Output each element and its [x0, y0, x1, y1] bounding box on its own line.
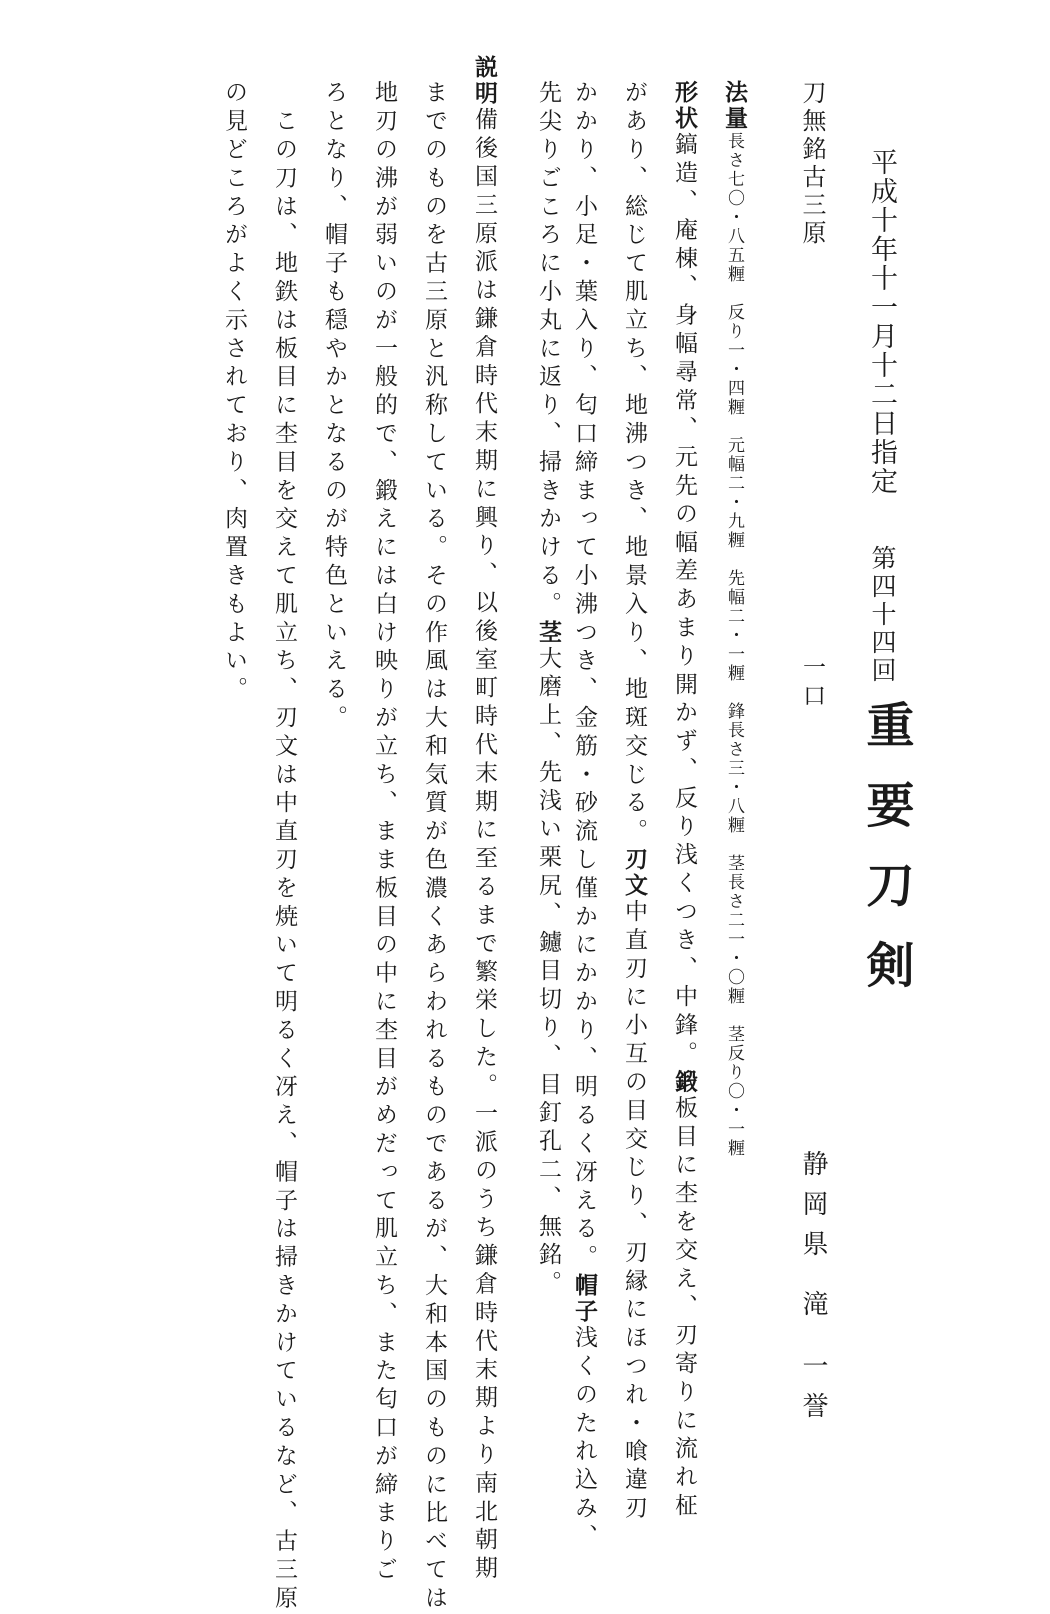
keijou-text: 鎬造、庵棟、身幅尋常、元先の幅差あまり開かず、反り浅くつき、中鋒。 [671, 132, 697, 1070]
item-count: 一口 [799, 655, 825, 712]
nakago-text: 大磨上、先浅い栗尻、鑢目切り、目釘孔二、無銘。 [535, 645, 561, 1299]
session-number: 第四十四回 [868, 545, 897, 685]
houryou-line [722, 80, 745, 1158]
owner-name: 滝 一誉 [798, 1290, 828, 1433]
boushi-line [522, 80, 574, 1299]
setsumei-line-6: の見どころがよく示されており、肉置きもよい。 [221, 80, 247, 705]
page-title: 重要刀剣 [858, 700, 914, 1020]
boushi-text-a: 浅くのたれ込み、 [571, 1324, 597, 1553]
kitae-text-a: 板目に杢を交え、刃寄りに流れ柾 [671, 1095, 697, 1522]
kitae-text-b: があり、総じて肌立ち、地沸つき、地景入り、地斑交じる。 [621, 80, 647, 847]
setsumei-line-4: ろとなり、帽子も穏やかとなるのが特色といえる。 [321, 80, 347, 734]
boushi-label: 帽子 [571, 1272, 597, 1325]
designation-date: 平成十年十一月十二日指定 [866, 148, 897, 496]
setsumei-line-1 [472, 55, 495, 1584]
houryou-label: 法量 [721, 80, 747, 132]
boushi-text-b: 先尖りごころに小丸に返り、掃きかける。 [535, 80, 561, 620]
item-signature: 無銘 [798, 108, 826, 164]
setsumei-line-2: までのものを古三原と汎称している。その作風は大和気質が色濃くあらわれるものであるが、大和本国のものに比べては [421, 80, 447, 1614]
houryou-text: 長さ七〇・八五糎 反り一・四糎 元幅二・九糎 先幅二・一糎 鋒長さ三・八糎 茎長さ二一・〇糎 茎反り〇・一糎 [724, 132, 744, 1158]
owner-prefecture: 静岡県 [798, 1150, 828, 1270]
nakago-label: 茎 [535, 619, 561, 646]
hamon-text-a: 中直刃に小互の目交じり、刃縁にほつれ・喰違刃 [621, 898, 647, 1524]
setsumei-line-3: 地刃の沸が弱いのが一般的で、鍛えには白け映りが立ち、まま板目の中に杢目がめだって肌立ち、また匂口が締まりご [371, 80, 397, 1586]
setsumei-text-1: 備後国三原派は鎌倉時代末期に興り、以後室町時代末期に至るまで繁栄した。一派のうち鎌倉時代末期より南北朝期 [471, 107, 497, 1584]
keijou-line [672, 80, 695, 1521]
hamon-line [572, 80, 595, 1552]
item-smith: 古三原 [798, 164, 826, 248]
kitae-line [622, 80, 645, 1524]
kitae-label: 鍛 [671, 1069, 697, 1096]
item-type: 刀 [798, 80, 826, 108]
keijou-label: 形状 [671, 80, 697, 132]
hamon-label: 刃文 [621, 846, 647, 899]
item-heading [800, 80, 824, 248]
hamon-text-b: かかり、小足・葉入り、匂口締まって小沸つき、金筋・砂流し僅かにかかり、明るく冴える。 [571, 80, 597, 1273]
setsumei-line-5: この刀は、地鉄は板目に杢目を交えて肌立ち、刃文は中直刃を焼いて明るく冴え、帽子は掃きかけているなど、古三原 [271, 80, 297, 1614]
setsumei-label: 説明 [471, 55, 497, 107]
